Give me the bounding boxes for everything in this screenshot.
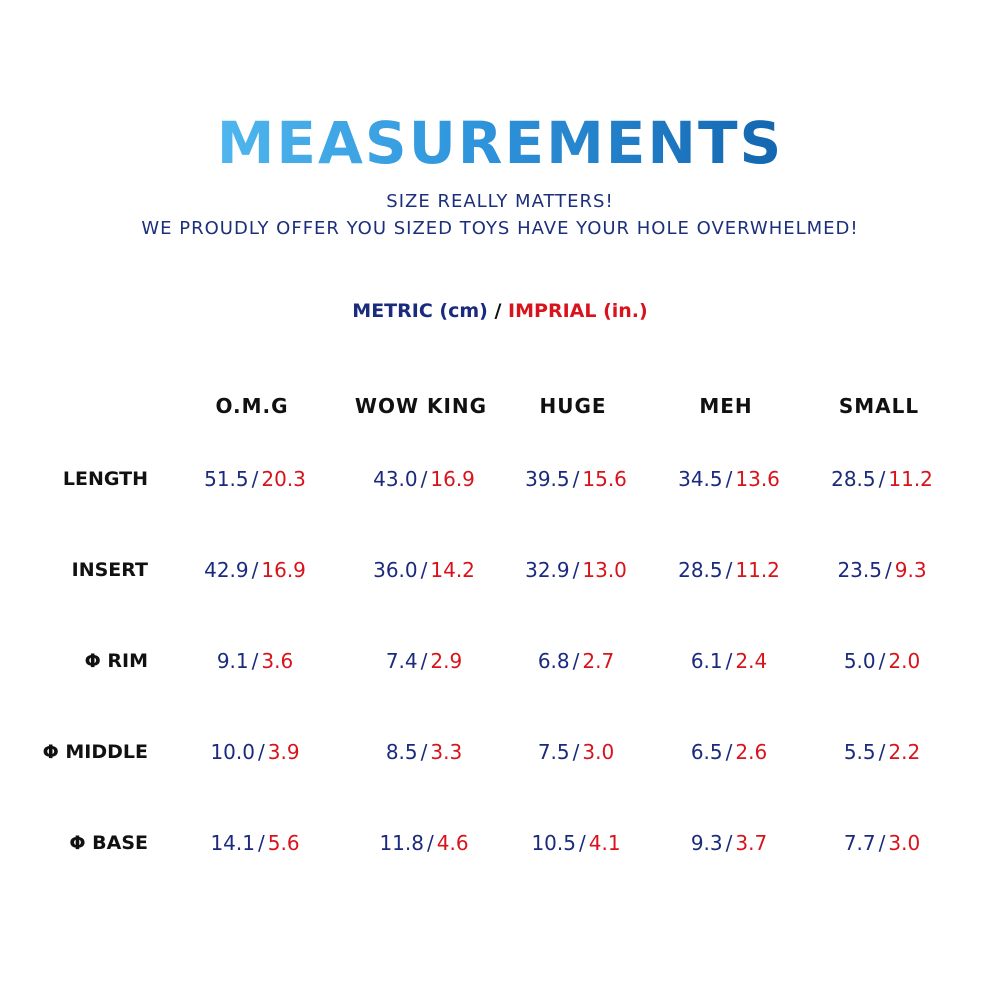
value-separator: / — [725, 467, 733, 491]
row-label: INSERT — [71, 559, 148, 581]
value-separator: / — [251, 558, 259, 582]
imperial-value: 2.0 — [888, 649, 921, 673]
metric-label: METRIC (cm) — [352, 300, 488, 322]
imperial-value: 2.9 — [430, 649, 463, 673]
metric-value: 39.5 — [525, 467, 570, 491]
subtitle-line-1: SIZE REALLY MATTERS! — [386, 191, 614, 212]
metric-value: 32.9 — [525, 558, 570, 582]
column-header: HUGE — [539, 394, 607, 418]
value-separator: / — [572, 649, 580, 673]
column-header: SMALL — [838, 394, 920, 418]
value-separator: / — [884, 558, 892, 582]
imperial-value: 11.2 — [735, 558, 780, 582]
metric-value: 51.5 — [204, 467, 249, 491]
imperial-value: 15.6 — [582, 467, 627, 491]
value-separator: / — [725, 558, 733, 582]
metric-value: 28.5 — [831, 467, 876, 491]
value-separator: / — [578, 831, 586, 855]
imperial-value: 5.6 — [267, 831, 300, 855]
metric-value: 10.0 — [210, 740, 255, 764]
metric-value: 36.0 — [373, 558, 418, 582]
table-cell — [792, 649, 972, 673]
row-label: Φ MIDDLE — [42, 741, 148, 763]
units-separator: / — [494, 300, 502, 322]
value-separator: / — [426, 831, 434, 855]
imperial-value: 2.4 — [735, 649, 768, 673]
metric-value: 5.0 — [843, 649, 876, 673]
imperial-value: 3.0 — [582, 740, 615, 764]
metric-value: 6.1 — [690, 649, 723, 673]
row-label: LENGTH — [62, 468, 148, 490]
row-label: Φ BASE — [69, 832, 148, 854]
table-cell — [165, 740, 345, 764]
imperial-value: 14.2 — [430, 558, 475, 582]
metric-value: 5.5 — [843, 740, 876, 764]
metric-value: 43.0 — [373, 467, 418, 491]
column-header: WOW KING — [354, 394, 488, 418]
metric-value: 23.5 — [837, 558, 882, 582]
imperial-value: 16.9 — [430, 467, 475, 491]
value-separator: / — [572, 558, 580, 582]
value-separator: / — [878, 740, 886, 764]
value-separator: / — [257, 831, 265, 855]
metric-value: 9.1 — [216, 649, 249, 673]
imperial-value: 13.6 — [735, 467, 780, 491]
imperial-value: 2.2 — [888, 740, 921, 764]
imperial-value: 11.2 — [888, 467, 933, 491]
column-header: MEH — [699, 394, 753, 418]
imperial-value: 4.1 — [588, 831, 621, 855]
table-cell — [792, 558, 972, 582]
table-cell — [165, 649, 345, 673]
imperial-label: IMPRIAL (in.) — [508, 300, 648, 322]
value-separator: / — [257, 740, 265, 764]
value-separator: / — [878, 831, 886, 855]
column-header: O.M.G — [215, 394, 289, 418]
value-separator: / — [725, 649, 733, 673]
value-separator: / — [725, 740, 733, 764]
imperial-value: 2.6 — [735, 740, 768, 764]
metric-value: 7.4 — [385, 649, 418, 673]
value-separator: / — [420, 740, 428, 764]
row-label: Φ RIM — [84, 650, 148, 672]
imperial-value: 16.9 — [261, 558, 306, 582]
value-separator: / — [878, 467, 886, 491]
value-separator: / — [572, 740, 580, 764]
title-text: MEASUREMENTS — [216, 109, 784, 177]
metric-value: 9.3 — [690, 831, 723, 855]
metric-value: 11.8 — [379, 831, 424, 855]
metric-value: 6.8 — [537, 649, 570, 673]
imperial-value: 2.7 — [582, 649, 615, 673]
imperial-value: 20.3 — [261, 467, 306, 491]
imperial-value: 3.6 — [261, 649, 294, 673]
imperial-value: 9.3 — [894, 558, 927, 582]
value-separator: / — [420, 558, 428, 582]
metric-value: 10.5 — [531, 831, 576, 855]
metric-value: 28.5 — [678, 558, 723, 582]
value-separator: / — [420, 467, 428, 491]
imperial-value: 4.6 — [436, 831, 469, 855]
table-cell — [165, 558, 345, 582]
imperial-value: 3.0 — [888, 831, 921, 855]
table-cell — [165, 831, 345, 855]
metric-value: 42.9 — [204, 558, 249, 582]
imperial-value: 3.3 — [430, 740, 463, 764]
page-title — [0, 108, 1000, 178]
units-legend — [0, 300, 1000, 322]
value-separator: / — [572, 467, 580, 491]
metric-value: 34.5 — [678, 467, 723, 491]
table-cell — [792, 467, 972, 491]
imperial-value: 3.9 — [267, 740, 300, 764]
value-separator: / — [725, 831, 733, 855]
value-separator: / — [420, 649, 428, 673]
metric-value: 14.1 — [210, 831, 255, 855]
metric-value: 8.5 — [385, 740, 418, 764]
imperial-value: 13.0 — [582, 558, 627, 582]
table-cell — [165, 467, 345, 491]
metric-value: 7.5 — [537, 740, 570, 764]
value-separator: / — [251, 467, 259, 491]
table-cell — [792, 740, 972, 764]
table-cell — [792, 831, 972, 855]
subtitle-line-2: WE PROUDLY OFFER YOU SIZED TOYS HAVE YOUR HOLE OVERWHELMED! — [141, 218, 859, 239]
value-separator: / — [878, 649, 886, 673]
value-separator: / — [251, 649, 259, 673]
metric-value: 7.7 — [843, 831, 876, 855]
metric-value: 6.5 — [690, 740, 723, 764]
imperial-value: 3.7 — [735, 831, 768, 855]
